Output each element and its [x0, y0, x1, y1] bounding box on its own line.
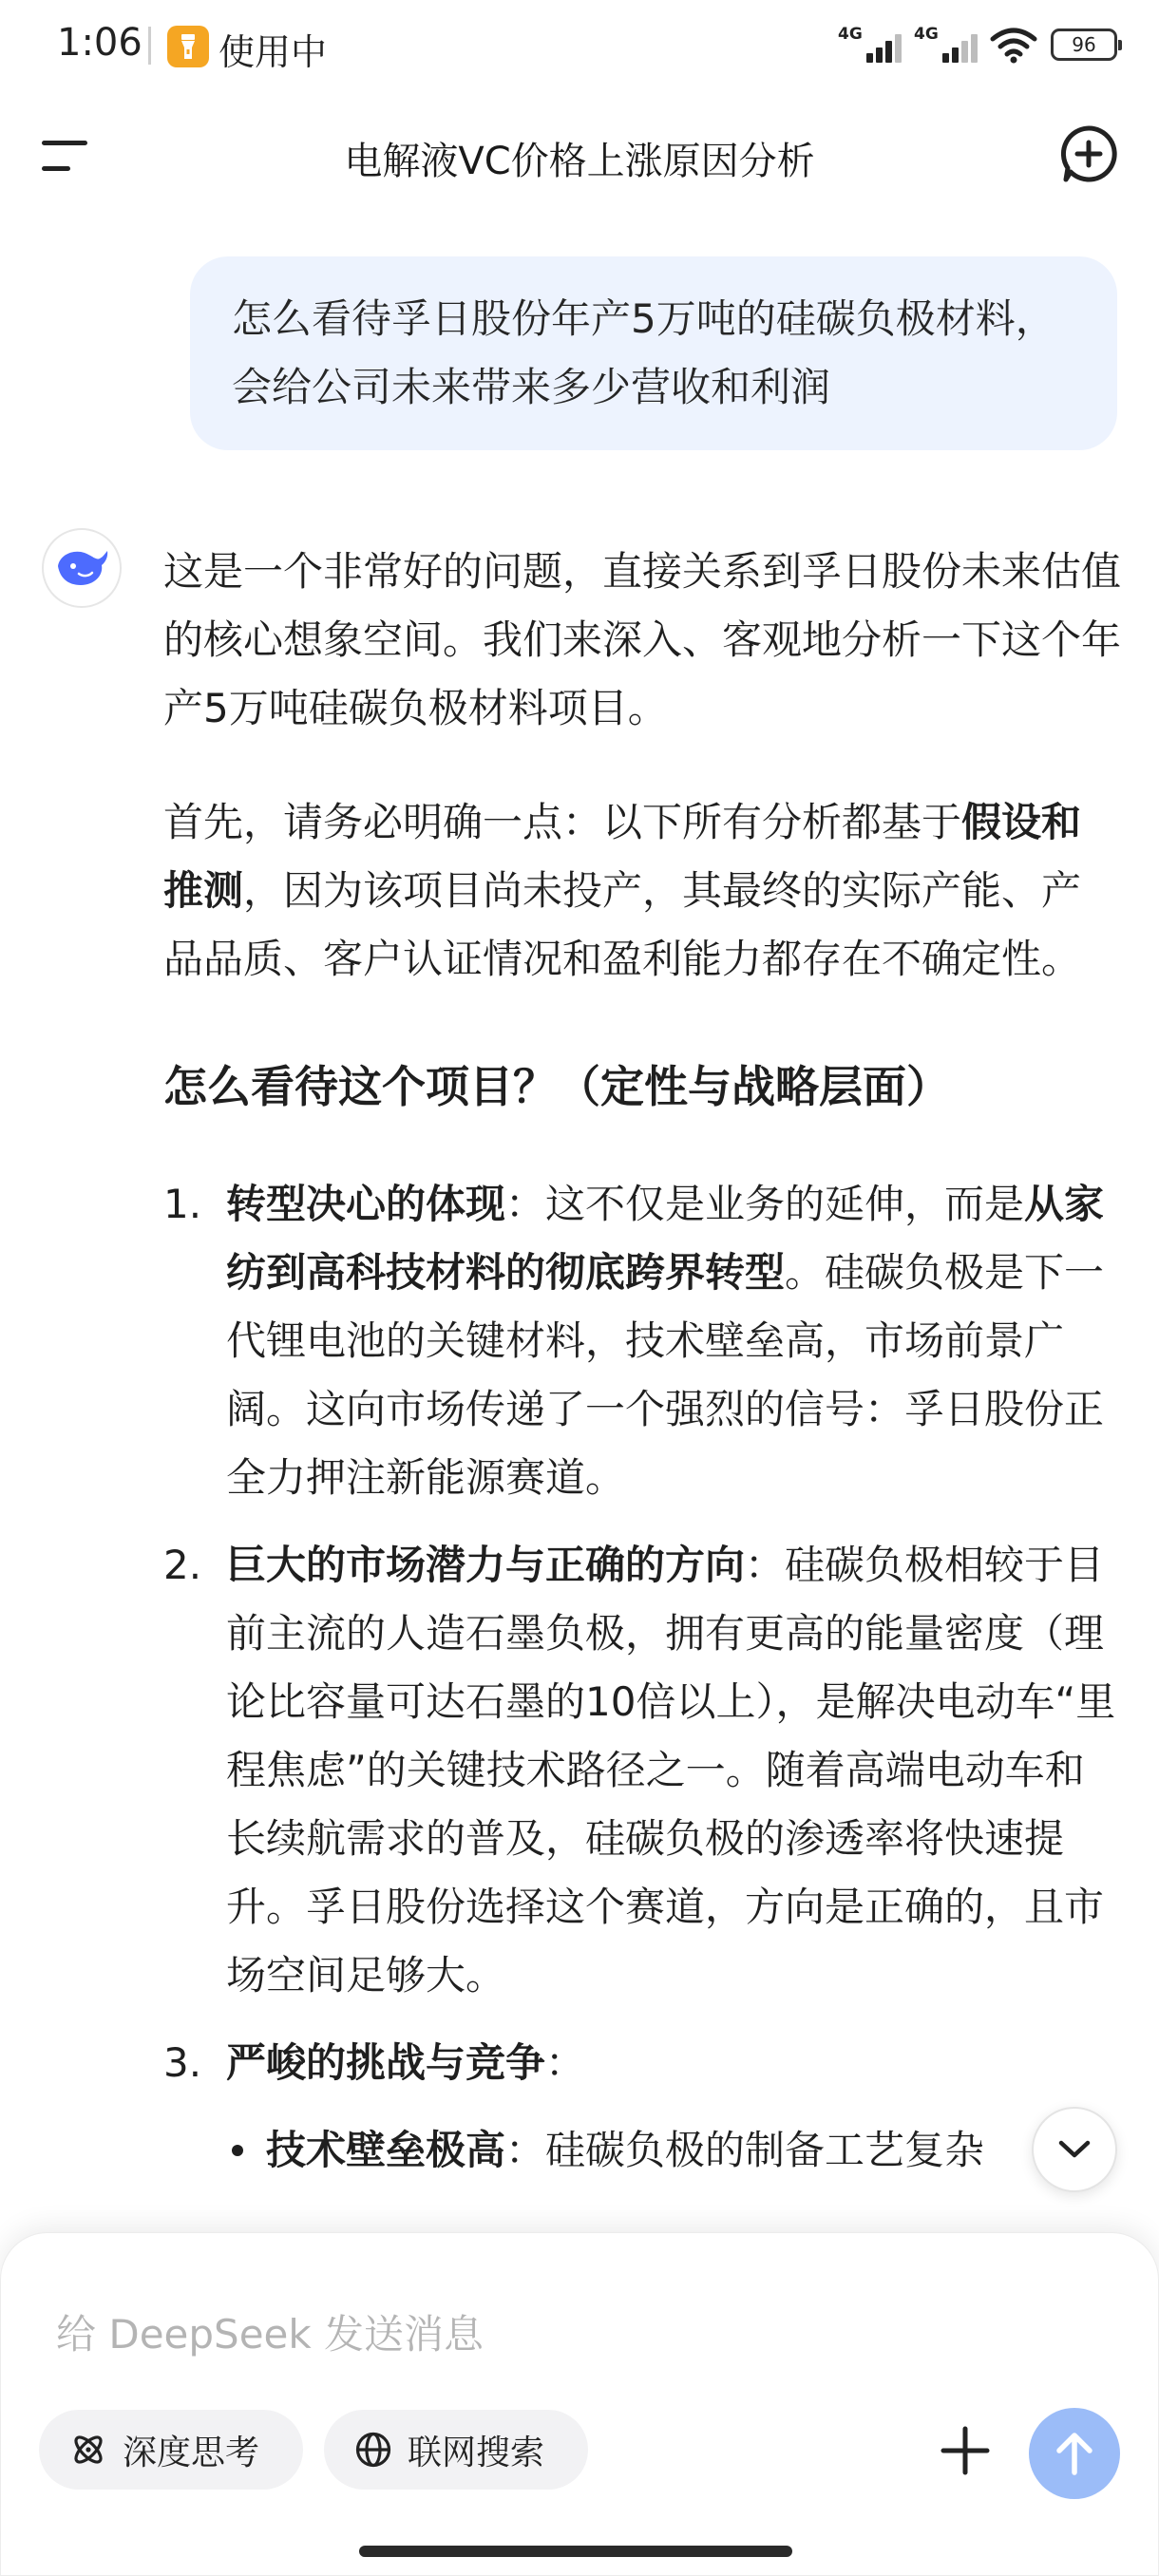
bold-text: 技术壁垒极高	[266, 2127, 506, 2173]
bold-text: 假设和推测	[163, 799, 1082, 914]
attach-button[interactable]	[936, 2421, 995, 2480]
user-message-bubble: 怎么看待孚日股份年产5万吨的硅碳负极材料，会给公司未来带来多少营收和利润	[190, 256, 1117, 450]
status-app-label: 使用中	[218, 31, 328, 73]
status-bar	[0, 0, 1159, 95]
status-indicators	[838, 25, 1117, 65]
message-composer	[0, 2232, 1159, 2576]
list-number: 1.	[163, 1181, 202, 1227]
bold-text: 转型决心的体现	[226, 1181, 506, 1227]
network-type-label: 4G	[838, 25, 863, 44]
globe-icon	[354, 2431, 392, 2469]
plus-icon	[936, 2421, 995, 2480]
chat-header	[0, 95, 1159, 218]
send-button[interactable]	[1029, 2408, 1120, 2499]
network-type-label: 4G	[914, 25, 939, 44]
battery-icon: 96	[1051, 28, 1117, 61]
section-heading: 怎么看待这个项目？（定性与战略层面）	[163, 1061, 950, 1112]
message-input[interactable]: 给 DeepSeek 发送消息	[56, 2311, 484, 2358]
bold-text: 严峻的挑战与竞争	[226, 2039, 546, 2086]
page-title: 电解液VC价格上涨原因分析	[344, 140, 815, 183]
status-time: 1:06	[57, 21, 142, 65]
arrow-up-icon	[1054, 2431, 1095, 2476]
chevron-down-icon	[1057, 2139, 1092, 2160]
new-chat-icon	[1058, 123, 1119, 184]
deep-think-label: 深度思考	[123, 2433, 260, 2472]
scroll-to-bottom-button[interactable]	[1032, 2107, 1117, 2192]
status-divider	[148, 27, 151, 65]
assistant-paragraph: 这是一个非常好的问题，直接关系到孚日股份未来估值的核心想象空间。我们来深入、客观地分析一下这个年产5万吨硅碳负极材料项目。	[163, 548, 1122, 731]
assistant-paragraph: 首先，请务必明确一点：以下所有分析都基于假设和推测，因为该项目尚未投产，其最终的实际产能、产品品质、客户认证情况和盈利能力都存在不确定性。	[163, 799, 1082, 982]
whale-logo-icon	[54, 547, 109, 589]
home-indicator[interactable]	[359, 2546, 792, 2557]
flashlight-icon	[167, 26, 209, 67]
list-item: 3. 严峻的挑战与竞争：	[163, 2029, 1121, 2097]
bullet-item: 技术壁垒极高：硅碳负极的制备工艺复杂	[226, 2116, 1121, 2185]
new-chat-button[interactable]	[1058, 123, 1119, 184]
list-item: 2. 巨大的市场潜力与正确的方向：硅碳负极相较于目前主流的人造石墨负极，拥有更高的能量密度（理论比容量可达石墨的10倍以上），是解决电动车“里程焦虑”的关键技术路径之一。随着高端电动车和长续航需求的普及，硅碳负极的渗透率将快速提升。孚日股份选择这个赛道，方向是正确的，且市场空间足够大。	[163, 1531, 1121, 2010]
atom-icon	[69, 2431, 107, 2469]
assistant-message	[163, 538, 1121, 2185]
bold-text: 巨大的市场潜力与正确的方向	[226, 1542, 746, 1588]
deep-think-button[interactable]	[39, 2410, 303, 2490]
signal-icon	[914, 25, 977, 65]
signal-icon	[838, 25, 901, 65]
list-number: 3.	[163, 2039, 202, 2086]
wifi-icon	[990, 26, 1037, 64]
list-number: 2.	[163, 1542, 202, 1588]
web-search-button[interactable]	[324, 2410, 588, 2490]
list-item: 1. 转型决心的体现：这不仅是业务的延伸，而是从家纺到高科技材料的彻底跨界转型。硅碳负极是下一代锂电池的关键材料，技术壁垒高，市场前景广阔。这向市场传递了一个强烈的信号：孚日股份正全力押注新能源赛道。	[163, 1170, 1121, 1512]
bold-text: 从家纺到高科技材料的彻底跨界转型	[226, 1181, 1105, 1296]
deepseek-avatar	[42, 528, 122, 608]
web-search-label: 联网搜索	[408, 2433, 545, 2472]
